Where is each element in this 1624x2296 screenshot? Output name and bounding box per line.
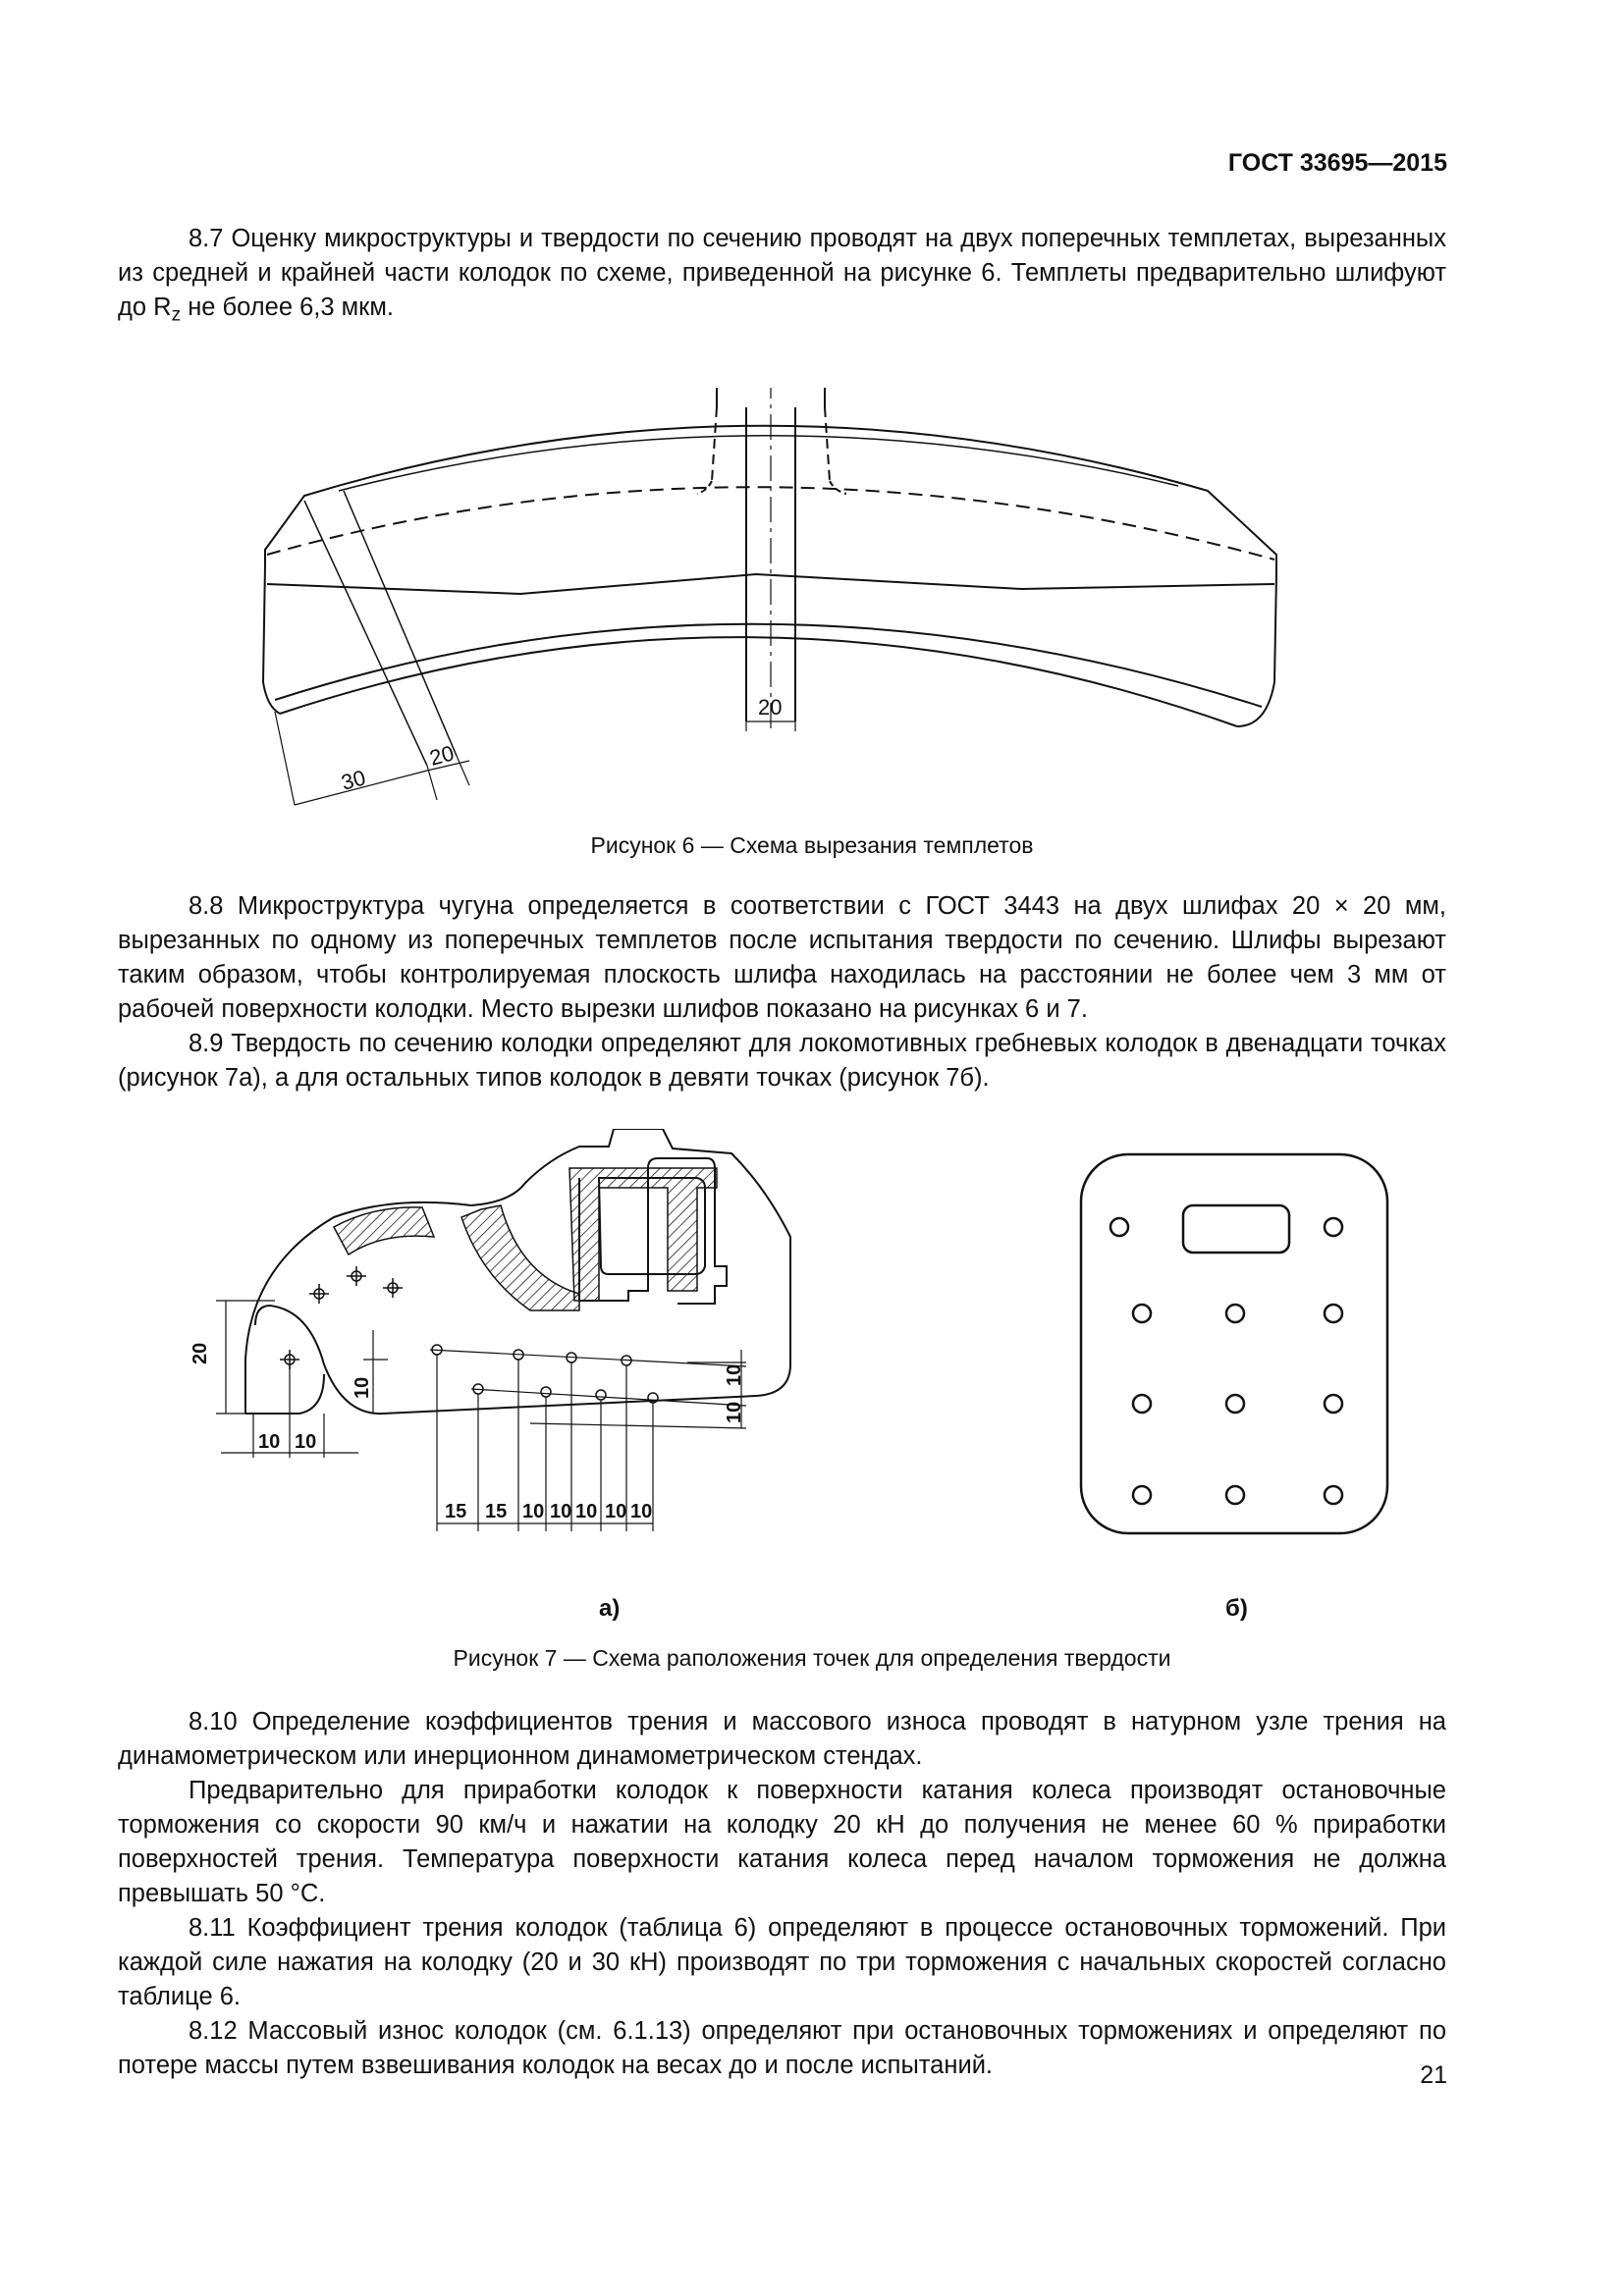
document-header: ГОСТ 33695—2015 xyxy=(1227,149,1447,177)
paragraph-8-7 xyxy=(118,222,1446,325)
fig7a-dim-b10a: 10 xyxy=(522,1501,545,1522)
fig6-dim-20-center: 20 xyxy=(758,695,783,720)
fig7a-dim-v10: 10 xyxy=(352,1376,373,1399)
p810a-text: 8.10 Определение коэффициентов трения и массового износа проводят в натурном узле трения на динамометрическом или инерционном динамометрическом стендах. xyxy=(118,1708,1446,1770)
fig7a-dim-b10d: 10 xyxy=(605,1501,627,1522)
fig7b-plate-outline xyxy=(1081,1154,1387,1533)
figure-7-caption: Рисунок 7 — Схема раположения точек для определения твердости xyxy=(453,1645,1171,1671)
p811-text: 8.11 Коэффициент трения колодок (таблица 6) определяют в процессе остановочных торможений. При каждой силе нажатия на колодку (20 и 30 кН) производят по три торможения с начальных скоростей согласно таблице 6. xyxy=(118,1914,1446,2010)
fig7a-dim-r10b: 10 xyxy=(724,1401,745,1423)
fig6-dim-30: 30 xyxy=(338,765,368,795)
p88-text: 8.8 Микроструктура чугуна определяется в соответствии с ГОСТ 3443 на двух шлифах 20 × 20 мм, вырезанных по одному из поперечных темплетов после испытания твердости по сечению. Шлифы вырезают таким образом, чтобы контролируемая плоскость шлифа находилась на расстоянии не более чем 3 мм от рабочей поверхности колодки. Место вырезки шлифов показано на рисунках 6 и 7. xyxy=(118,892,1446,1023)
figure-7a-label: а) xyxy=(599,1595,621,1622)
fig7a-dim-h10a: 10 xyxy=(258,1431,281,1453)
fig7a-dim-b15a: 15 xyxy=(445,1501,467,1522)
p89-text: 8.9 Твердость по сечению колодки определяют для локомотивных гребневых колодок в двенадцати точках (рисунок 7а), а для остальных типов колодок в девяти точках (рисунок 7б). xyxy=(118,1030,1446,1092)
figure-6-drawing xyxy=(245,388,1306,820)
p87-text-before: 8.7 Оценку микроструктуры и твердости по сечению проводят на двух поперечных темплетах, вырезанных из средней и крайней части колодок по схеме, приведенной на рисунке 6. Темплеты предварительно шлифуют до R xyxy=(118,225,1446,321)
p87-text-after: не более 6,3 мкм. xyxy=(181,294,394,321)
fig7a-dim-b10c: 10 xyxy=(575,1501,598,1522)
fig7a-dim-h10b: 10 xyxy=(295,1431,317,1453)
fig7a-dim-v20: 20 xyxy=(189,1342,211,1364)
figure-7b-drawing xyxy=(1075,1148,1399,1541)
fig7a-dim-b15b: 15 xyxy=(485,1501,508,1522)
paragraph-8-10 xyxy=(118,1705,1446,2083)
p810b-text: Предварительно для приработки колодок к поверхности катания колеса производят остановочные торможения со скорости 90 км/ч и нажатии на колодку 20 кН до получения не менее 60 % приработки поверхностей трения. Температура поверхности катания колеса перед началом торможения не должна превышать 50 °С. xyxy=(118,1777,1446,1907)
fig7b-slot xyxy=(1183,1205,1289,1253)
fig7a-dim-b10e: 10 xyxy=(630,1501,653,1522)
p87-subscript: z xyxy=(171,304,182,326)
fig7a-dim-b10b: 10 xyxy=(550,1501,572,1522)
p812-text: 8.12 Массовый износ колодок (см. 6.1.13) определяют при остановочных торможениях и определяют по потере массы путем взвешивания колодок на весах до и после испытаний. xyxy=(118,2017,1446,2079)
figure-7a-drawing xyxy=(177,1129,962,1541)
fig6-dim-20-side: 20 xyxy=(426,740,457,771)
fig7a-dim-r10a: 10 xyxy=(724,1363,745,1386)
page-number: 21 xyxy=(1420,2061,1447,2089)
paragraph-8-8 xyxy=(118,889,1446,1095)
figure-7b-label: б) xyxy=(1225,1595,1248,1622)
figure-6-caption: Рисунок 6 — Схема вырезания темплетов xyxy=(590,832,1034,858)
